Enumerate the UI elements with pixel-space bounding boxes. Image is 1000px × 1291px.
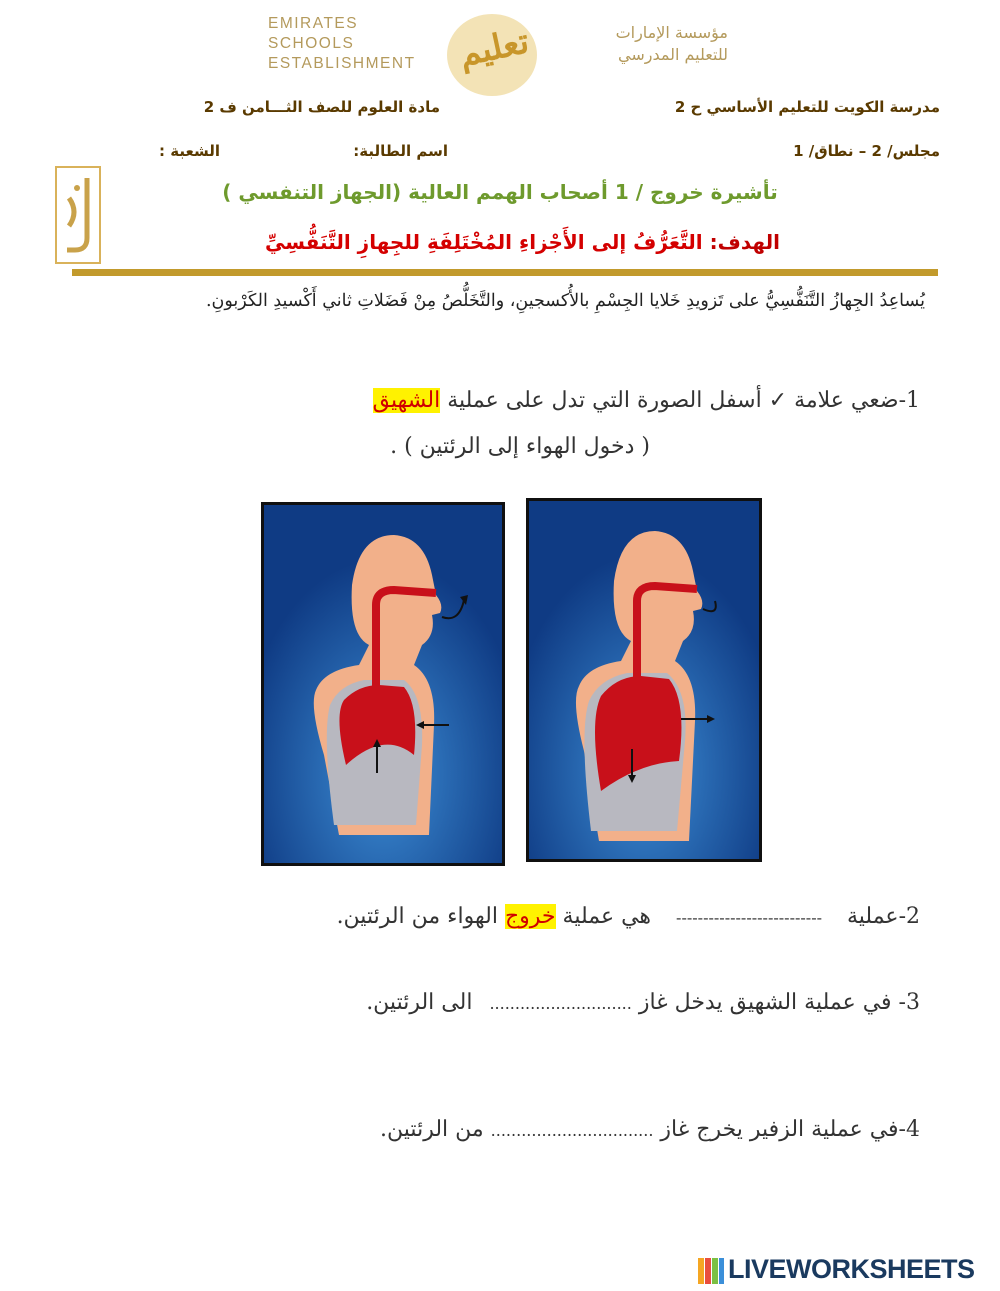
goal-line [200,230,780,254]
worksheet-title: تأشيرة خروج / 1 أصحاب الهمم العالية (الجهاز التنفسي ) [222,180,778,204]
q2-prefix: 2-عملية [847,904,920,929]
q2-highlight: خروج [504,904,556,929]
inhale-diagram[interactable] [526,498,762,862]
q1-highlight: الشهيق [372,388,441,413]
council-range: مجلس/ 2 – نطاق/ 1 [793,142,940,160]
goal-text: التَّعَرُّفُ إلى الأَجْزاءِ المُخْتَلِفَةِ للجِهازِ التَّنَفُّسِيِّ [265,230,703,254]
emirates-en-line1: EMIRATES SCHOOLS [268,15,359,52]
emirates-schools-logo-ar [578,22,728,66]
calligraphy-logo [55,166,101,264]
school-name: مدرسة الكويت للتعليم الأساسي ح 2 [674,98,940,116]
intro-paragraph: يُساعِدُ الجِهازُ التَّنَفُّسِيُّ على تَزويدِ خَلايا الجِسْمِ بالأُكسجينِ، والتَّخَلُّصُ مِنْ فَضَلاتِ ثاني أَكْسيدِ الكَرْبونِ. [205,291,925,311]
header-divider [72,269,938,276]
student-name-label: اسم الطالبة: [353,142,448,160]
q3-blank[interactable]: ............................ [489,994,632,1013]
q1-line2: ( دخول الهواء إلى الرئتين ) . [390,434,650,459]
subject-title: مادة العلوم للصف الثـــامن ف 2 [203,98,440,116]
q1-text: 1-ضعي علامة ✓ أسفل الصورة التي تدل على عملية [447,388,920,413]
emirates-ar-line2: للتعليم المدرسي [617,45,728,64]
exhale-diagram[interactable] [261,502,505,866]
section-label: الشعبة : [159,142,220,160]
q2-mid: هي عملية [562,904,652,929]
q4-suffix: من الرئتين. [380,1117,484,1142]
q3-prefix: 3- في عملية الشهيق يدخل غاز [638,990,920,1015]
q3-suffix: الى الرئتين. [366,990,473,1015]
question-1 [200,388,920,413]
taleem-logo: تعليم [455,21,533,75]
question-3 [220,990,920,1015]
goal-label: الهدف: [709,230,780,254]
question-2 [150,904,920,929]
emirates-en-line2: ESTABLISHMENT [268,55,416,72]
question-4 [220,1117,920,1142]
q4-blank[interactable]: ................................ [490,1121,654,1140]
emirates-ar-line1: مؤسسة الإمارات [615,23,728,42]
q2-suffix: الهواء من الرئتين. [336,904,498,929]
emirates-schools-logo-en [268,14,418,74]
q2-blank[interactable]: --------------------------- [676,908,822,927]
liveworksheets-icon [698,1258,724,1284]
liveworksheets-text: LIVEWORKSHEETS [728,1254,975,1284]
q4-prefix: 4-في عملية الزفير يخرج غاز [660,1117,920,1142]
liveworksheets-logo [698,1254,998,1288]
